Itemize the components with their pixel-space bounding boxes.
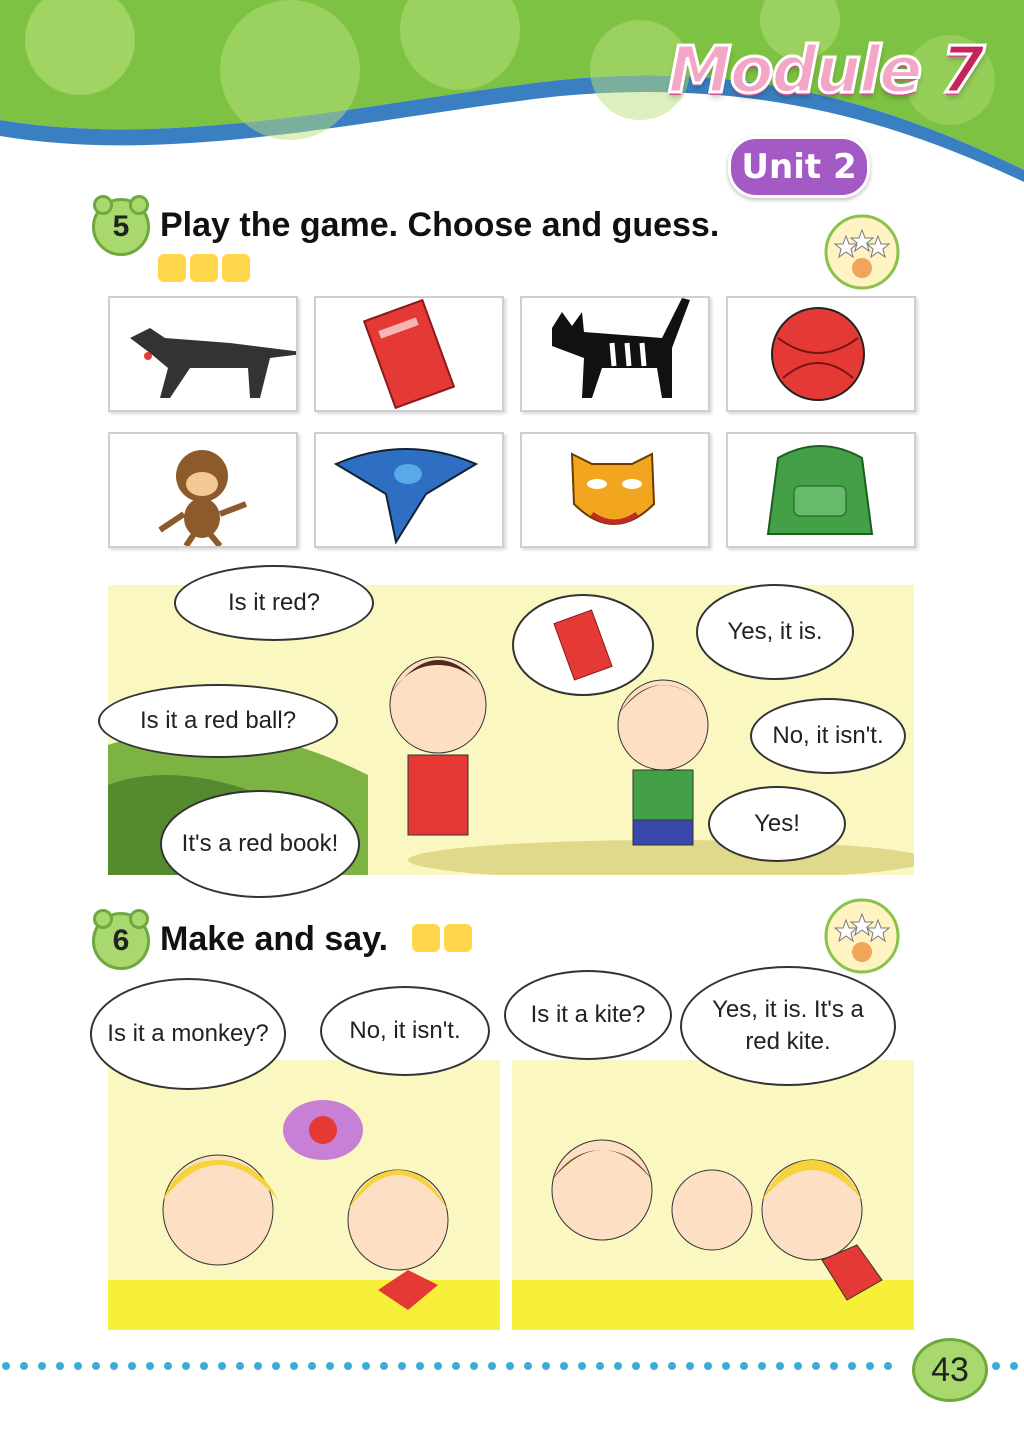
module-title: Module 7 (668, 34, 984, 108)
section-5-title: Play the game. Choose and guess. (160, 206, 720, 244)
i-can-do-this-icon (818, 202, 906, 290)
bubble-is-it-a-red-ball: Is it a red ball? (98, 684, 338, 758)
bubble-its-a-red-book: It's a red book! (160, 790, 360, 898)
bubble-is-it-red: Is it red? (174, 565, 374, 641)
picture-book[interactable] (314, 296, 504, 412)
unit-badge: Unit 2 (728, 136, 870, 198)
bubble-no-it-isnt-2: No, it isn't. (320, 986, 490, 1076)
bubble-yes-it-is: Yes, it is. (696, 584, 854, 680)
bag-icon (728, 434, 914, 546)
picture-cat[interactable] (520, 296, 710, 412)
bubble-is-it-a-kite: Is it a kite? (504, 970, 672, 1060)
i-can-do-this-icon (818, 886, 906, 974)
kite-icon (316, 434, 502, 546)
monkey-icon (110, 434, 296, 546)
section-6-mode-icons (412, 924, 472, 952)
bubble-is-it-a-monkey: Is it a monkey? (90, 978, 286, 1090)
book-icon (316, 298, 502, 410)
bubble-yes: Yes! (708, 786, 846, 862)
cat-icon (522, 298, 708, 410)
children-with-kite-illustration (512, 1060, 914, 1330)
bubble-no-it-isnt: No, it isn't. (750, 698, 906, 774)
picture-monkey[interactable] (108, 432, 298, 548)
ball-icon (728, 298, 914, 410)
bubble-yes-its-a-red-kite: Yes, it is. It's a red kite. (680, 966, 896, 1086)
picture-mask[interactable] (520, 432, 710, 548)
picture-ball[interactable] (726, 296, 916, 412)
picture-dog[interactable] (108, 296, 298, 412)
mask-icon (522, 434, 708, 546)
page-number: 43 (912, 1338, 988, 1402)
section-6-left-panel (108, 1060, 500, 1330)
section-5-mode-icons (158, 254, 250, 282)
girls-crafting-illustration (108, 1060, 500, 1330)
section-5-badge: 5 (92, 198, 150, 256)
section-6-right-panel (512, 1060, 914, 1330)
picture-bag[interactable] (726, 432, 916, 548)
dog-icon (110, 298, 296, 410)
footer-dotted-line (0, 1358, 1024, 1374)
section-6-badge: 6 (92, 912, 150, 970)
picture-kite[interactable] (314, 432, 504, 548)
section-6-title: Make and say. (160, 920, 389, 958)
